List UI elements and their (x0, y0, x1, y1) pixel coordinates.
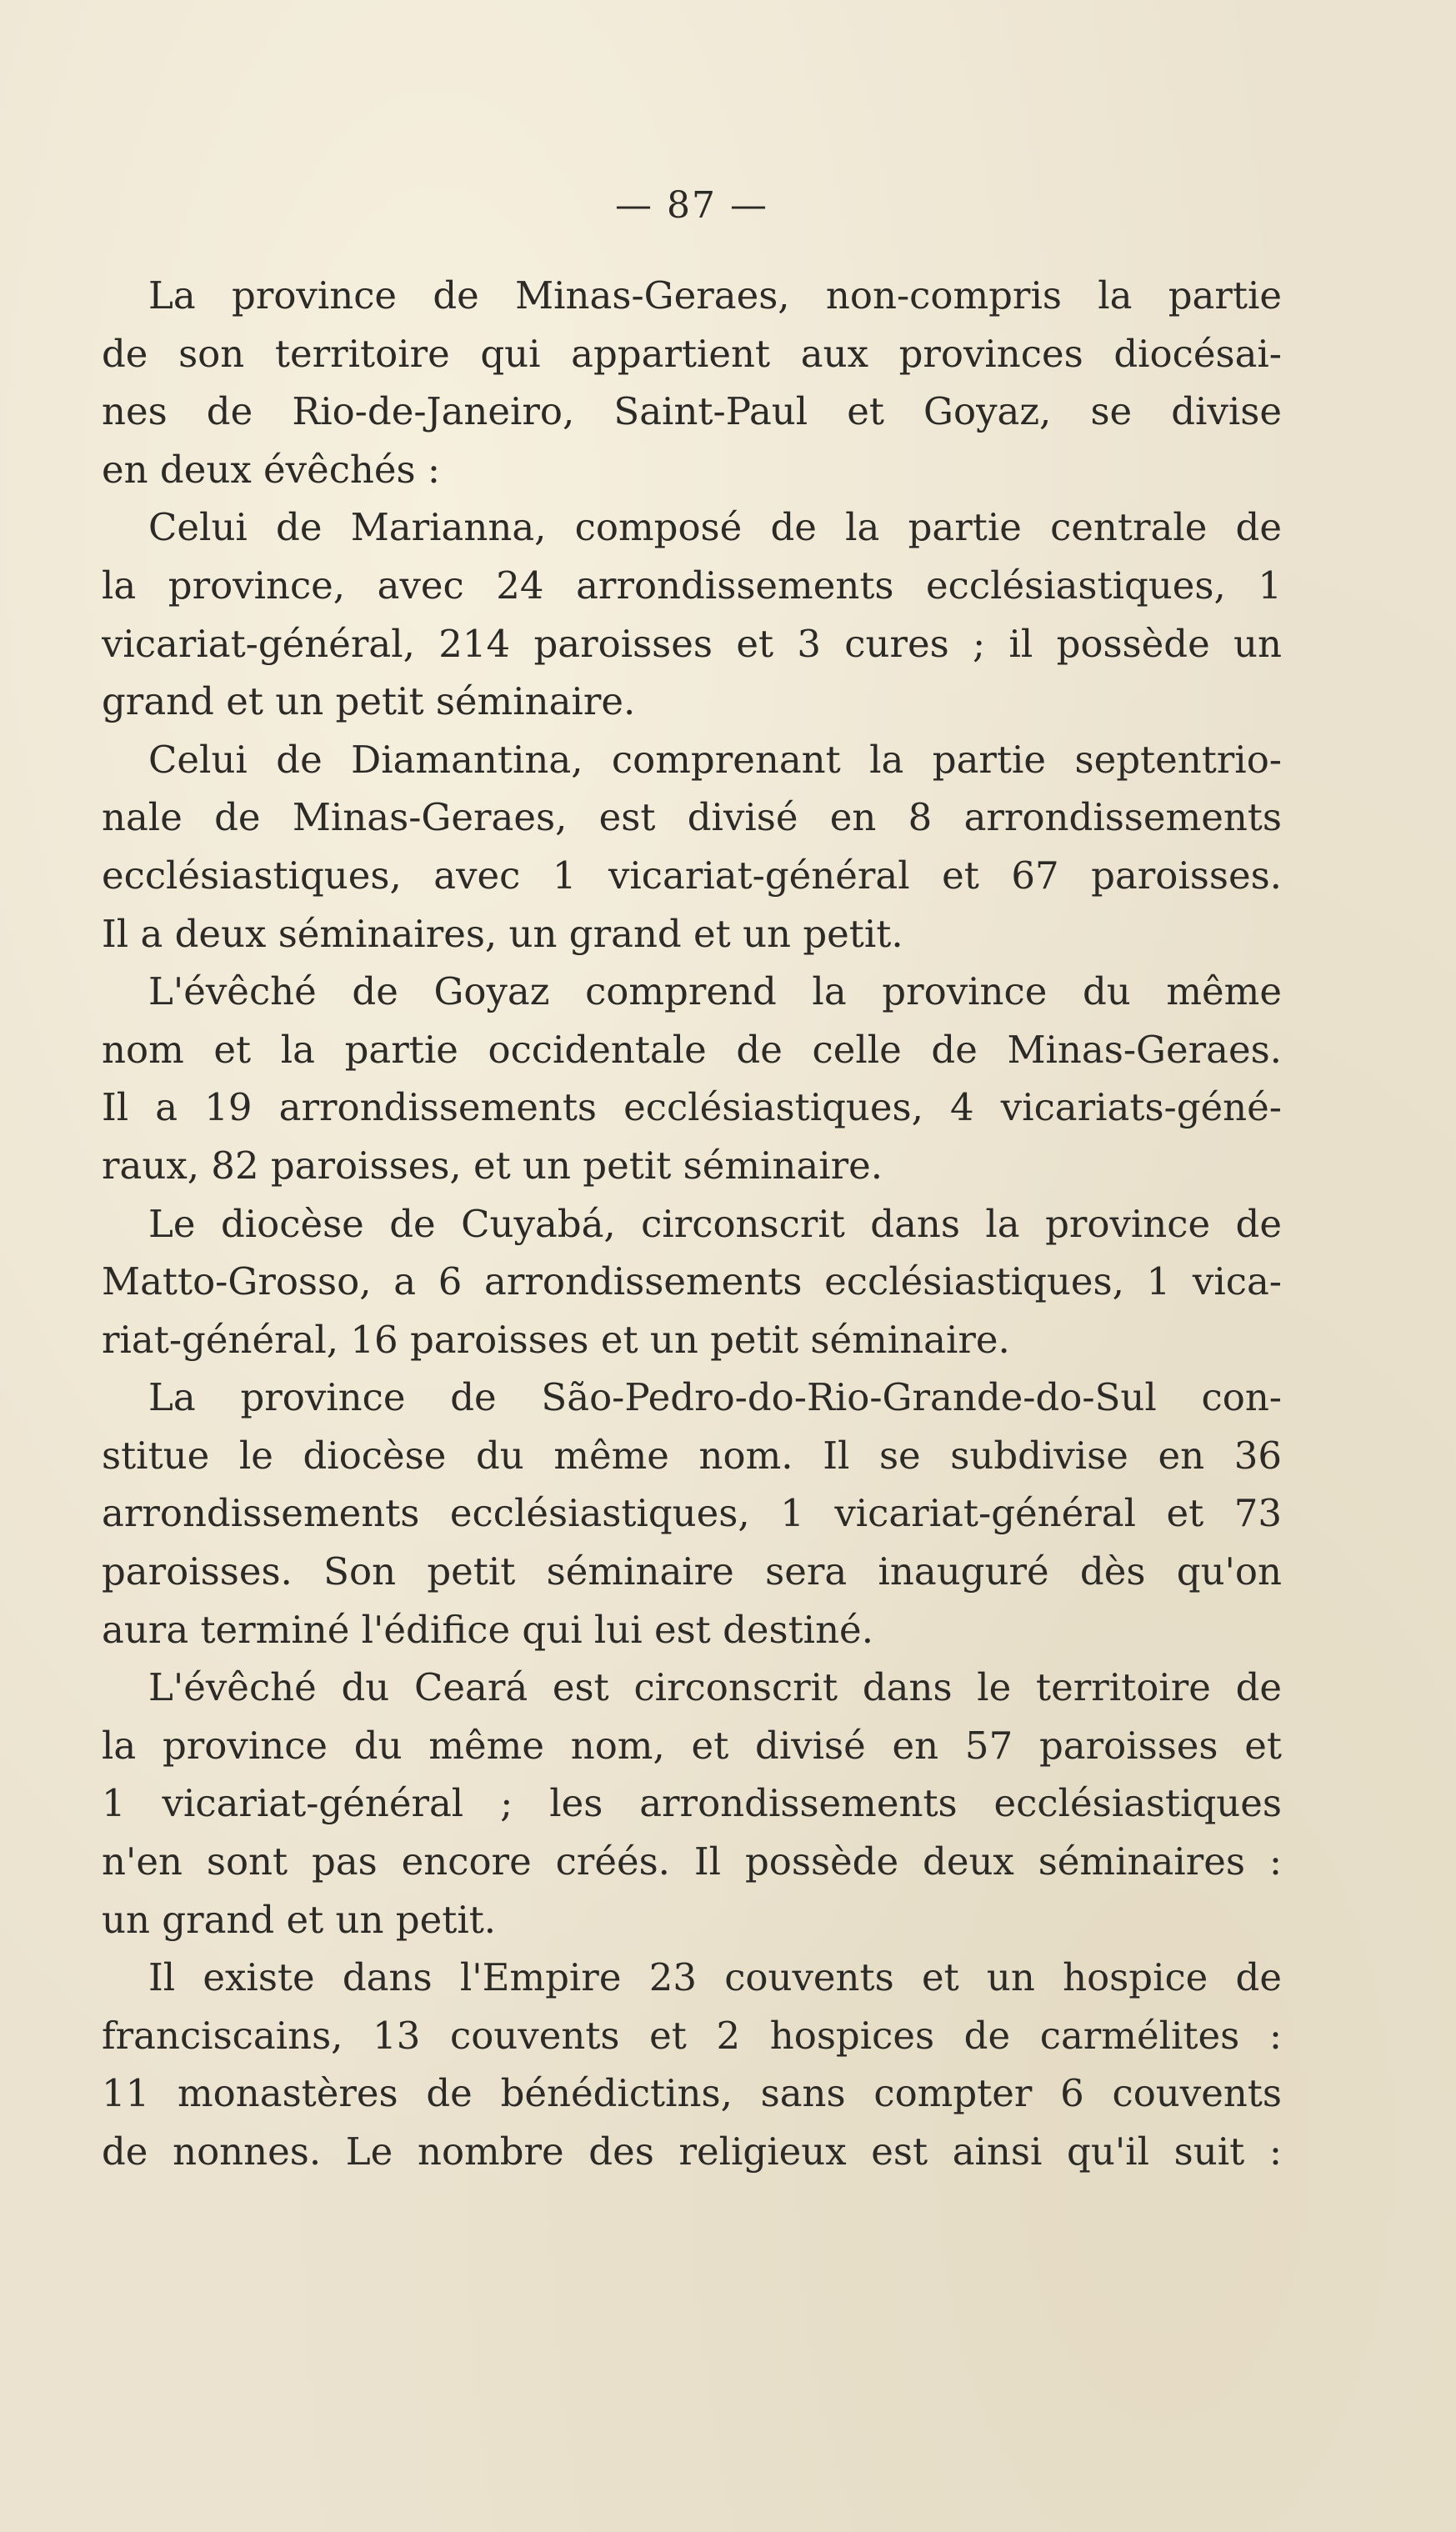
text-line: 1 vicariat-général ; les arrondissements ecclésiastiques (102, 1781, 1282, 1826)
text-line: Celui de Marianna, composé de la partie centrale de (148, 505, 1282, 550)
text-line: en deux évêchés : (102, 447, 441, 492)
paragraph (102, 1659, 1282, 1949)
text-line: L'évêché du Ceará est circonscrit dans le territoire de (148, 1665, 1282, 1710)
text-line: nom et la partie occidentale de celle de Minas-Geraes. (102, 1027, 1282, 1072)
text-line: aura terminé l'édifice qui lui est destiné. (102, 1607, 873, 1652)
text-line: de son territoire qui appartient aux provinces diocésai- (102, 331, 1282, 376)
text-line: L'évêché de Goyaz comprend la province du même (148, 969, 1282, 1014)
paragraph (102, 1369, 1282, 1659)
paragraph (102, 498, 1282, 730)
text-line: nes de Rio-de-Janeiro, Saint-Paul et Goyaz, se divise (102, 389, 1282, 434)
text-line: Le diocèse de Cuyabá, circonscrit dans la province de (148, 1201, 1282, 1246)
text-line: la province, avec 24 arrondissements ecclésiastiques, 1 (102, 563, 1282, 608)
text-line: Celui de Diamantina, comprenant la partie septentrio- (148, 737, 1282, 782)
text-line: la province du même nom, et divisé en 57 paroisses et (102, 1723, 1282, 1768)
paragraph (102, 963, 1282, 1194)
text-line: nale de Minas-Geraes, est divisé en 8 arrondissements (102, 795, 1282, 840)
paragraph (102, 1195, 1282, 1369)
text-line: riat-général, 16 paroisses et un petit séminaire. (102, 1317, 1010, 1362)
text-line: La province de São-Pedro-do-Rio-Grande-do-Sul con- (148, 1375, 1282, 1420)
page-number: — 87 — (615, 184, 768, 227)
text-line: Il a deux séminaires, un grand et un petit. (102, 911, 903, 956)
text-line: ecclésiastiques, avec 1 vicariat-général et 67 paroisses. (102, 853, 1282, 898)
text-block (102, 177, 1282, 2181)
text-line: Matto-Grosso, a 6 arrondissements ecclésiastiques, 1 vica- (102, 1259, 1282, 1304)
text-line: La province de Minas-Geraes, non-compris la partie (148, 273, 1282, 318)
text-line: franciscains, 13 couvents et 2 hospices de carmélites : (102, 2013, 1282, 2058)
text-line: 11 monastères de bénédictins, sans compter 6 couvents (102, 2071, 1282, 2116)
text-line: grand et un petit séminaire. (102, 679, 636, 724)
paragraph (102, 1949, 1282, 2180)
text-line: de nonnes. Le nombre des religieux est ainsi qu'il suit : (102, 2129, 1282, 2174)
body-text (102, 267, 1282, 2181)
text-line: raux, 82 paroisses, et un petit séminaire. (102, 1143, 883, 1188)
paragraph (102, 731, 1282, 963)
text-line: Il a 19 arrondissements ecclésiastiques, 4 vicariats-géné- (102, 1085, 1282, 1130)
text-line: Il existe dans l'Empire 23 couvents et un hospice de (148, 1955, 1282, 2000)
text-line: paroisses. Son petit séminaire sera inauguré dès qu'on (102, 1549, 1282, 1594)
text-line: stitue le diocèse du même nom. Il se subdivise en 36 (102, 1433, 1282, 1478)
text-line: vicariat-général, 214 paroisses et 3 cures ; il possède un (102, 621, 1282, 666)
text-line: arrondissements ecclésiastiques, 1 vicariat-général et 73 (102, 1491, 1282, 1536)
text-line: un grand et un petit. (102, 1897, 497, 1942)
text-line: n'en sont pas encore créés. Il possède deux séminaires : (102, 1839, 1282, 1884)
paragraph (102, 267, 1282, 498)
